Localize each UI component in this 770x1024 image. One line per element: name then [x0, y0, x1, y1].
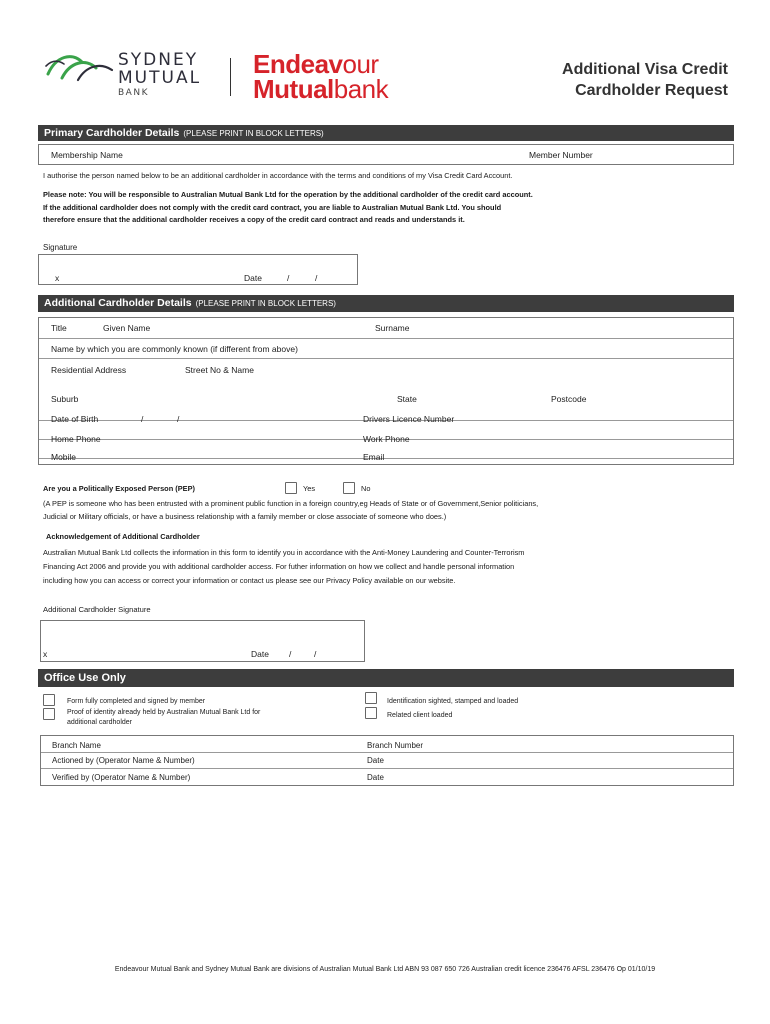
pep-no-checkbox[interactable]	[343, 482, 355, 494]
mutual-thin: bank	[333, 73, 389, 104]
known-as-label[interactable]: Name by which you are commonly known (if different from above)	[51, 344, 298, 354]
primary-signature-box[interactable]	[38, 254, 358, 285]
proof-id-label-2: additional cardholder	[67, 719, 132, 726]
primary-date-slash1: /	[287, 273, 290, 283]
primary-heading-sub: (PLEASE PRINT IN BLOCK LETTERS)	[183, 129, 324, 138]
id-sighted-checkbox[interactable]	[365, 692, 377, 704]
additional-date-slash2: /	[314, 649, 317, 659]
office-heading: Office Use Only	[44, 672, 126, 684]
please-note-text	[43, 189, 733, 227]
verified-date-label[interactable]: Date	[367, 773, 384, 782]
licence-label[interactable]: Drivers Licence Number	[363, 414, 455, 424]
additional-section-header	[38, 295, 734, 312]
verified-by-label[interactable]: Verified by (Operator Name & Number)	[52, 773, 191, 782]
logo-divider	[230, 58, 231, 96]
title-line2: Cardholder Request	[575, 81, 728, 99]
membership-name-label: Membership Name	[51, 150, 123, 160]
actioned-date-label[interactable]: Date	[367, 756, 384, 765]
pep-explain-line1: (A PEP is someone who has been entrusted with a prominent public function in a foreign country,eg Heads of State or of Government,Senior politicians,	[43, 499, 539, 508]
primary-date-slash2: /	[315, 273, 318, 283]
additional-date-label: Date	[251, 649, 269, 659]
membership-row[interactable]	[38, 144, 734, 165]
ack-line3: including how you can access or correct your information or contact us please see our Privacy Policy available on our website.	[43, 576, 456, 585]
pep-no-label: No	[361, 484, 371, 493]
sydney-mutual-logo	[42, 50, 217, 100]
ack-line2: Financing Act 2006 and provide you with additional cardholder access. For futher information on how we collect and handle personal information	[43, 562, 515, 571]
form-complete-checkbox[interactable]	[43, 694, 55, 706]
primary-section-header	[38, 125, 734, 141]
mobile-label[interactable]: Mobile	[51, 452, 77, 462]
authorise-text: I authorise the person named below to be an additional cardholder in accordance with the terms and conditions of my Visa Credit Card Account.	[43, 171, 513, 180]
ack-heading: Acknowledgement of Additional Cardholder	[46, 532, 200, 541]
ack-line1: Australian Mutual Bank Ltd collects the information in this form to identify you in accordance with the Anti-Money Laundering and Counter-Terrorism	[43, 548, 525, 557]
state-label[interactable]: State	[397, 394, 417, 404]
additional-heading: Additional Cardholder Details	[44, 297, 192, 309]
title-label[interactable]: Title	[51, 323, 67, 333]
endeavour-thin: our	[342, 49, 379, 79]
title-line1: Additional Visa Credit	[562, 61, 728, 78]
form-complete-label: Form fully completed and signed by member	[67, 698, 206, 705]
related-client-checkbox[interactable]	[365, 707, 377, 719]
ack-sig-label: Additional Cardholder Signature	[43, 605, 151, 614]
endeavour-mutual-logo	[253, 49, 389, 104]
dob-label[interactable]: Date of Birth	[51, 414, 99, 424]
additional-date-slash1: /	[289, 649, 292, 659]
home-phone-label[interactable]: Home Phone	[51, 434, 101, 444]
pep-yes-label: Yes	[303, 484, 316, 493]
pep-question: Are you a Politically Exposed Person (PEP)	[43, 484, 195, 493]
mutual-bold: Mutual	[253, 73, 334, 104]
proof-id-label-1: Proof of identity already held by Australian Mutual Bank Ltd for	[67, 709, 261, 716]
sydney-text: SYDNEY	[118, 50, 199, 70]
document-title	[468, 60, 728, 102]
street-label[interactable]: Street No & Name	[185, 365, 254, 375]
note-line2: If the additional cardholder does not comply with the credit card contract, you are liable to Australian Mutual Bank Ltd. You should	[43, 202, 502, 212]
related-client-label: Related client loaded	[387, 712, 453, 719]
suburb-label[interactable]: Suburb	[51, 394, 79, 404]
id-sighted-label: Identification sighted, stamped and loaded	[387, 698, 519, 705]
pep-yes-checkbox[interactable]	[285, 482, 297, 494]
bank-text: BANK	[118, 88, 149, 98]
postcode-label[interactable]: Postcode	[551, 394, 587, 404]
sydney-mutual-swoosh-icon	[42, 50, 118, 84]
office-operator-box	[40, 735, 734, 786]
additional-sig-x: x	[43, 649, 48, 659]
office-section-header	[38, 669, 734, 687]
actioned-by-label[interactable]: Actioned by (Operator Name & Number)	[52, 756, 195, 765]
email-label[interactable]: Email	[363, 452, 385, 462]
residential-address-label[interactable]: Residential Address	[51, 365, 127, 375]
signature-label: Signature	[43, 243, 78, 252]
pep-explanation	[43, 498, 743, 523]
note-line1: Please note: You will be responsible to Australian Mutual Bank Ltd for the operation by the additional cardholder of the credit card account.	[43, 190, 533, 199]
endeavour-bold: Endeav	[253, 49, 343, 79]
work-phone-label[interactable]: Work Phone	[363, 434, 410, 444]
mutual-text: MUTUAL	[118, 68, 202, 88]
member-number-label: Member Number	[529, 150, 593, 160]
branch-name-label[interactable]: Branch Name	[52, 741, 101, 750]
ack-text	[43, 546, 743, 588]
additional-heading-sub: (PLEASE PRINT IN BLOCK LETTERS)	[195, 299, 336, 308]
primary-sig-x: x	[55, 273, 60, 283]
given-name-label[interactable]: Given Name	[103, 323, 151, 333]
pep-explain-line2: Judicial or Military officials, or have a business relationship with a family member or close associate of someone who does.)	[43, 511, 447, 521]
additional-details-box	[38, 317, 734, 465]
dob-slash1: /	[141, 414, 144, 424]
footer-text: Endeavour Mutual Bank and Sydney Mutual Bank are divisions of Australian Mutual Bank Ltd ABN 93 087 650 726 Australian credit licence 236476 AFSL 236476 Op 01/10/19	[114, 966, 656, 973]
primary-date-label: Date	[244, 273, 262, 283]
proof-id-checkbox[interactable]	[43, 708, 55, 720]
note-line3: therefore ensure that the additional cardholder receives a copy of the credit card contract and reads and understands it.	[43, 215, 465, 224]
additional-signature-box[interactable]	[40, 620, 365, 662]
primary-heading: Primary Cardholder Details	[44, 127, 180, 139]
dob-slash2: /	[177, 414, 180, 424]
branch-number-label[interactable]: Branch Number	[367, 741, 424, 750]
surname-label[interactable]: Surname	[375, 323, 410, 333]
